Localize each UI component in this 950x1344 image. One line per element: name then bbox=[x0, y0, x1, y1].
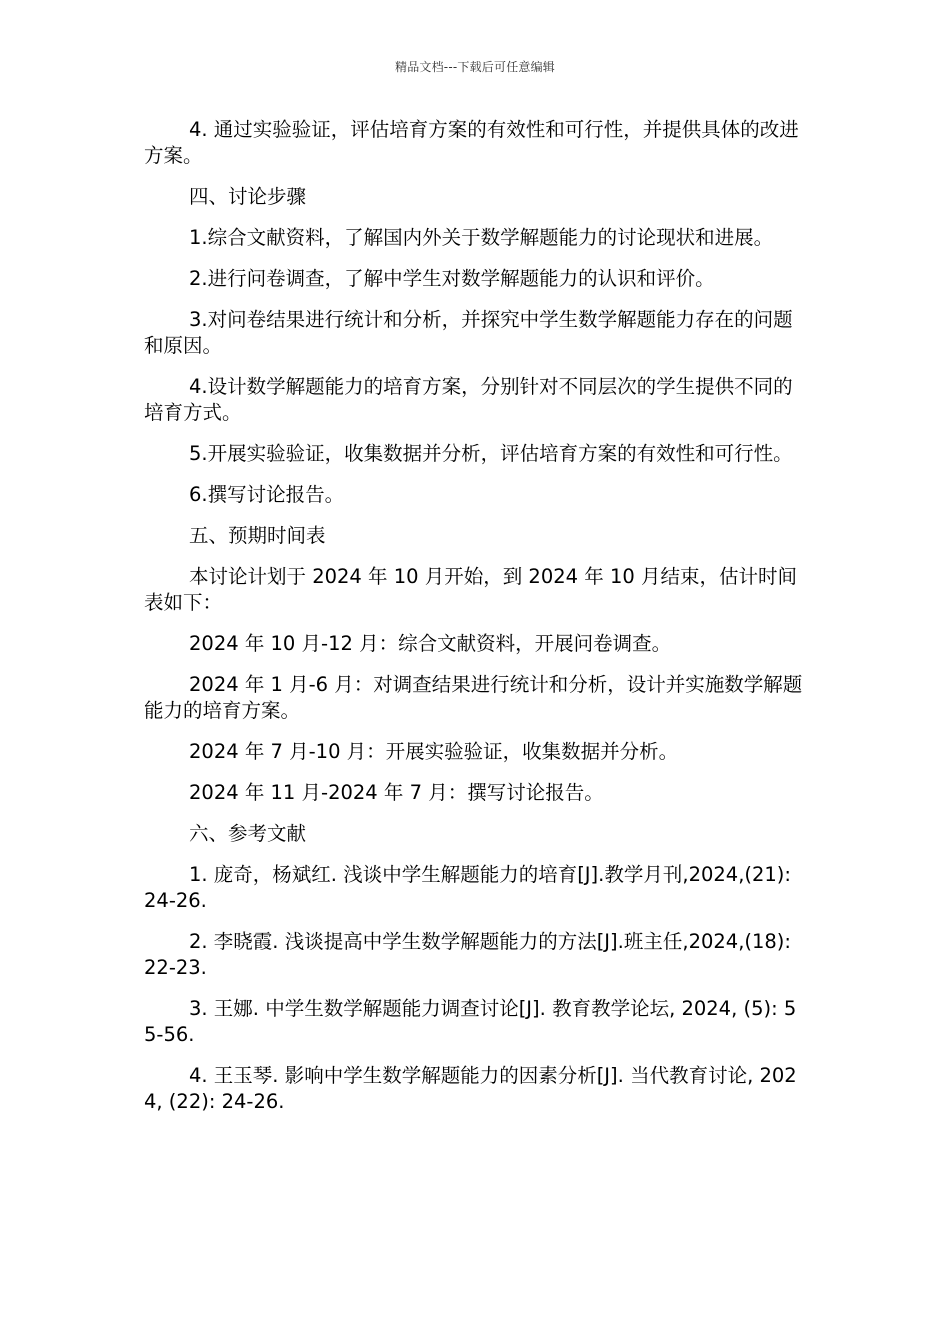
reference-item-3: 3. 王娜. 中学生数学解题能力调查讨论[J]. 教育教学论坛, 2024, (5): 55-56. bbox=[144, 997, 797, 1046]
section-heading-steps: 四、讨论步骤 bbox=[189, 185, 307, 208]
step-item-1: 1.综合文献资料，了解国内外关于数学解题能力的讨论现状和进展。 bbox=[189, 226, 774, 249]
timeline-item-3: 2024 年 7 月-10 月：开展实验验证，收集数据并分析。 bbox=[189, 740, 679, 763]
step-item-2: 2.进行问卷调查，了解中学生对数学解题能力的认识和评价。 bbox=[189, 267, 715, 290]
reference-item-2: 2. 李晓霞. 浅谈提高中学生数学解题能力的方法[J].班主任,2024,(18): 22-23. bbox=[144, 930, 791, 979]
step-item-4: 4.设计数学解题能力的培育方案，分别针对不同层次的学生提供不同的培育方式。 bbox=[144, 375, 793, 424]
page-header: 精品文档---下载后可任意编辑 bbox=[395, 60, 555, 74]
section-heading-timeline: 五、预期时间表 bbox=[189, 524, 326, 547]
step-item-5: 5.开展实验验证，收集数据并分析，评估培育方案的有效性和可行性。 bbox=[189, 442, 793, 465]
timeline-item-2: 2024 年 1 月-6 月：对调查结果进行统计和分析，设计并实施数学解题能力的培育方案。 bbox=[144, 673, 803, 722]
document-body bbox=[144, 117, 804, 1130]
section-heading-references: 六、参考文献 bbox=[189, 822, 307, 845]
timeline-item-4: 2024 年 11 月-2024 年 7 月：撰写讨论报告。 bbox=[189, 781, 604, 804]
step-item-3: 3.对问卷结果进行统计和分析，并探究中学生数学解题能力存在的问题和原因。 bbox=[144, 308, 793, 357]
reference-item-1: 1. 庞奇，杨斌红. 浅谈中学生解题能力的培育[J].教学月刊,2024,(21): 24-26. bbox=[144, 863, 791, 912]
step-item-6: 6.撰写讨论报告。 bbox=[189, 483, 345, 506]
reference-item-4: 4. 王玉琴. 影响中学生数学解题能力的因素分析[J]. 当代教育讨论, 2024, (22): 24-26. bbox=[144, 1064, 797, 1113]
timeline-intro: 本讨论计划于 2024 年 10 月开始，到 2024 年 10 月结束，估计时间表如下： bbox=[144, 565, 797, 614]
timeline-item-1: 2024 年 10 月-12 月：综合文献资料，开展问卷调查。 bbox=[189, 632, 672, 655]
goal-item-4: 4. 通过实验验证，评估培育方案的有效性和可行性，并提供具体的改进方案。 bbox=[144, 118, 799, 167]
